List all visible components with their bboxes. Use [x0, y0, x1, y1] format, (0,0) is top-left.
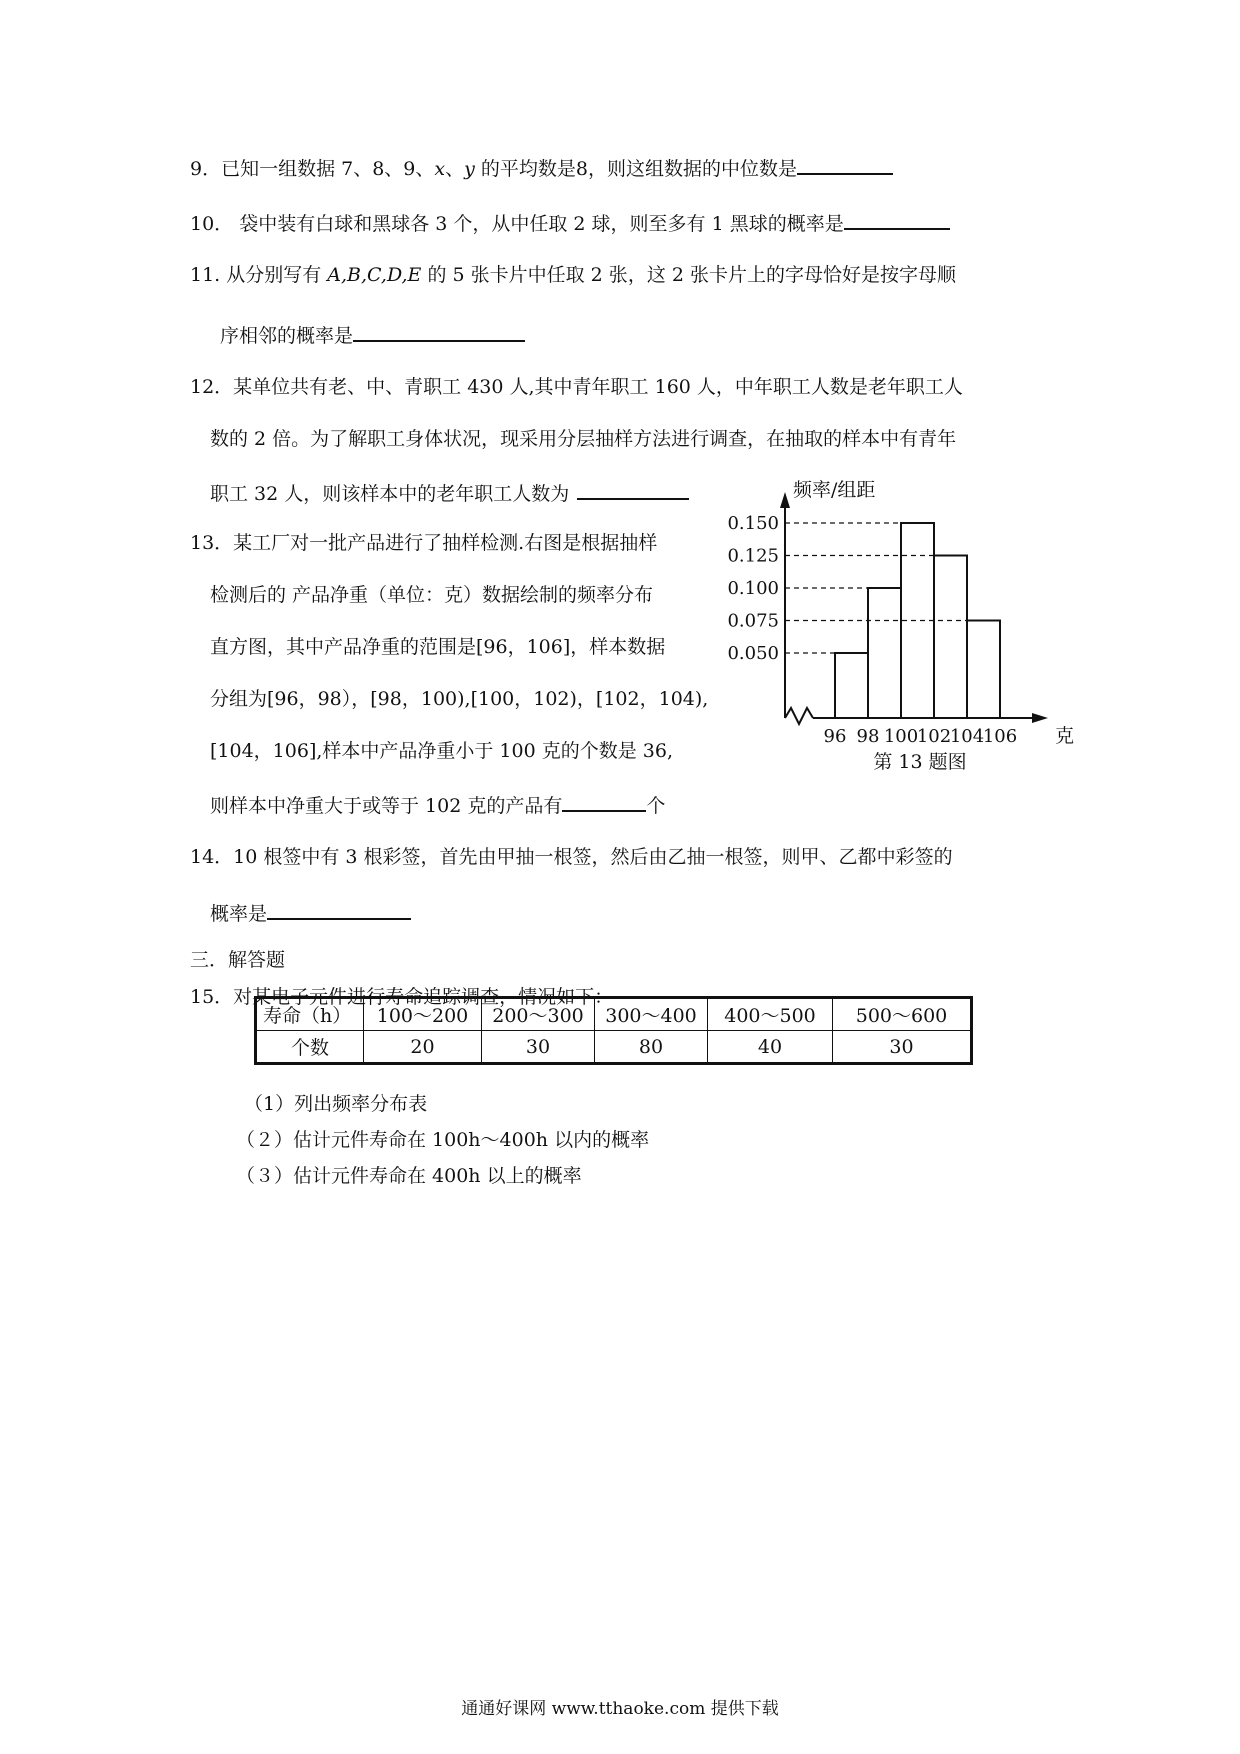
q13-line3: 直方图，其中产品净重的范围是[96，106]，样本数据 [210, 636, 666, 658]
x-axis-label: 克 [1055, 725, 1075, 747]
x-tick-label: 104 [949, 726, 985, 747]
q11-line1-b: 的 5 张卡片中任取 2 张，这 2 张卡片上的字母恰好是按字母顺 [421, 264, 956, 286]
q9-answer-blank[interactable] [797, 153, 893, 175]
q10-text: 10． 袋中装有白球和黑球各 3 个，从中任取 2 球，则至多有 1 黑球的概率是 [190, 213, 844, 235]
q11-line2-text: 序相邻的概率是 [220, 325, 354, 347]
q14-line1: 14．10 根签中有 3 根彩签，首先由甲抽一根签，然后由乙抽一根签，则甲、乙都中彩签的 [190, 846, 953, 868]
q11-line2 [220, 320, 525, 349]
table-count-cell: 30 [482, 1031, 595, 1064]
q11-line1-a: 11. 从分别写有 [190, 264, 328, 286]
histogram-bar [835, 653, 868, 718]
q13-line2: 检测后的 产品净重（单位：克）数据绘制的频率分布 [210, 584, 654, 606]
q11-line1 [190, 262, 956, 288]
table-range-cell: 200～300 [482, 998, 595, 1031]
table-row [256, 998, 972, 1031]
table-header-label: 寿命（h） [256, 998, 364, 1031]
y-tick-label: 0.050 [727, 643, 779, 664]
q9-var-y: y [464, 158, 475, 180]
q12-line3-text: 职工 32 人，则该样本中的老年职工人数为 [210, 483, 570, 505]
histogram-bar [868, 588, 901, 718]
x-axis-arrow [1032, 713, 1048, 723]
histogram-chart [720, 478, 1085, 783]
q13-line4: 分组为[96，98），[98，100),[100，102)，[102，104), [210, 688, 709, 710]
table-row [256, 1031, 972, 1064]
q15-sub2: （２）估计元件寿命在 100h～400h 以内的概率 [236, 1129, 650, 1151]
y-tick-label: 0.100 [727, 578, 779, 599]
q13-line1: 13．某工厂对一批产品进行了抽样检测.右图是根据抽样 [190, 532, 658, 554]
q15-sub3: （３）估计元件寿命在 400h 以上的概率 [236, 1165, 582, 1187]
table-count-cell: 80 [595, 1031, 708, 1064]
x-tick-label: 96 [823, 726, 847, 747]
q9-sep: 、 [445, 158, 465, 180]
y-axis-arrow [780, 492, 790, 508]
table-range-cell: 300～400 [595, 998, 708, 1031]
q13-answer-blank[interactable] [562, 790, 646, 812]
histogram-bar [967, 621, 1000, 719]
table-range-cell: 500～600 [833, 998, 972, 1031]
q9 [190, 153, 893, 182]
q12-line2: 数的 2 倍。为了解职工身体状况，现采用分层抽样方法进行调查，在抽取的样本中有青年 [210, 428, 957, 450]
q13-line5: [104，106],样本中产品净重小于 100 克的个数是 36, [210, 740, 673, 762]
q15-stem: 15．对某电子元件进行寿命追踪调查，情况如下： [190, 986, 614, 1008]
q13-line6-text: 则样本中净重大于或等于 102 克的产品有 [210, 795, 563, 817]
y-tick-label: 0.125 [727, 545, 779, 567]
q14-answer-blank[interactable] [267, 898, 411, 920]
q9-suffix: 的平均数是8，则这组数据的中位数是 [474, 158, 798, 180]
q9-var-x: x [434, 158, 446, 180]
y-axis-label: 频率/组距 [793, 479, 876, 501]
chart-caption: 第 13 题图 [873, 751, 967, 773]
q12-line3 [210, 478, 689, 507]
x-tick-label: 106 [982, 726, 1018, 747]
table-count-cell: 40 [708, 1031, 833, 1064]
q14-line2 [210, 898, 411, 927]
table-count-cell: 20 [364, 1031, 482, 1064]
page-footer: 通通好课网 www.tthaoke.com 提供下载 [461, 1699, 779, 1719]
table-range-cell: 400～500 [708, 998, 833, 1031]
histogram-bar [934, 556, 967, 719]
q12-line1: 12．某单位共有老、中、青职工 430 人,其中青年职工 160 人，中年职工人数是老年职工人 [190, 376, 963, 398]
x-tick-label: 100 [883, 726, 919, 747]
table-range-cell: 100～200 [364, 998, 482, 1031]
y-tick-label: 0.075 [727, 610, 779, 632]
q11-letters: A,B,C,D,E [327, 264, 422, 286]
q10-answer-blank[interactable] [844, 208, 950, 230]
q13-line6 [210, 790, 665, 819]
axis-break [785, 708, 813, 724]
q10 [190, 208, 950, 237]
section-3-heading: 三．解答题 [190, 949, 286, 971]
q9-prefix: 9．已知一组数据 7、8、9、 [190, 158, 435, 180]
q12-answer-blank[interactable] [577, 478, 689, 500]
lifetime-table [254, 996, 973, 1065]
q15-sub1: （1）列出频率分布表 [244, 1093, 428, 1115]
x-tick-label: 102 [916, 726, 952, 747]
y-tick-label: 0.150 [727, 513, 779, 534]
q13-line6-end: 个 [646, 795, 666, 817]
table-count-cell: 30 [833, 1031, 972, 1064]
q11-answer-blank[interactable] [353, 320, 525, 342]
q14-line2-text: 概率是 [210, 903, 268, 925]
table-count-label: 个数 [256, 1031, 364, 1064]
x-tick-label: 98 [856, 726, 880, 747]
